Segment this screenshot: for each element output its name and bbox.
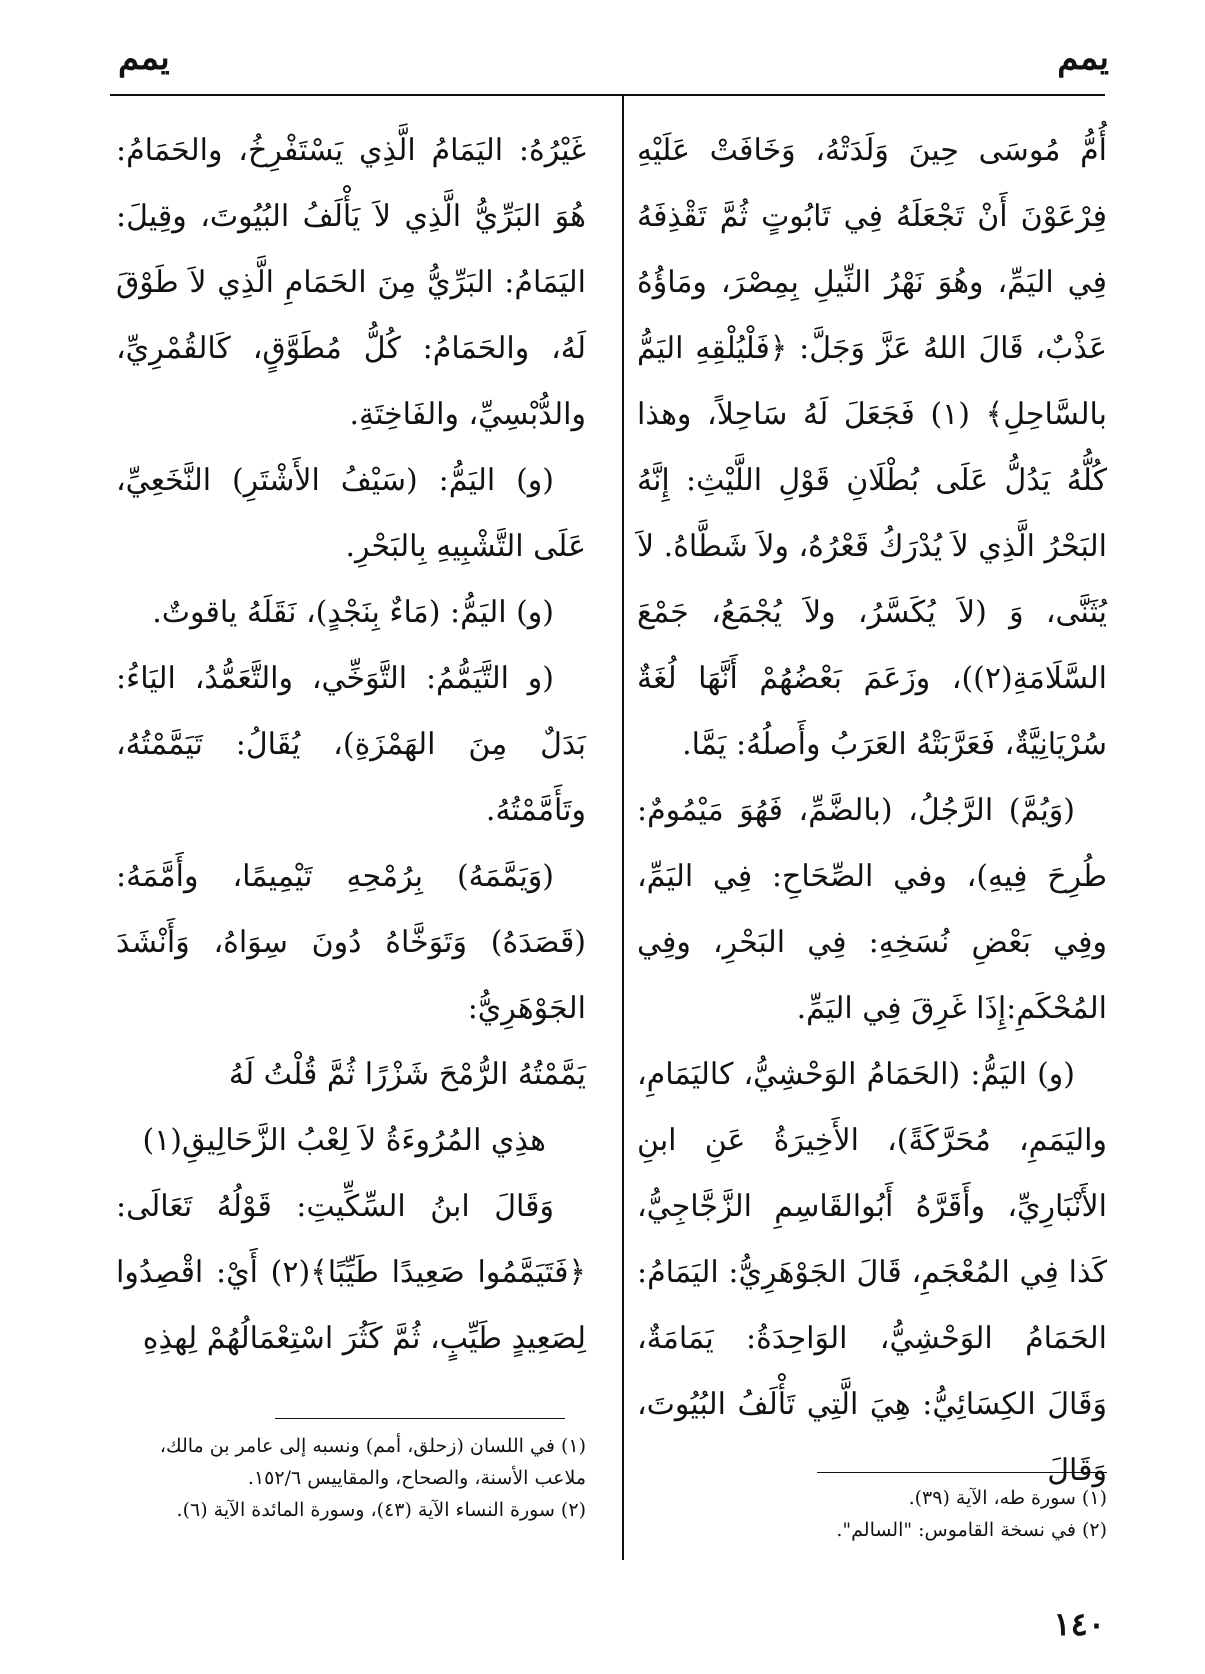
- footnote: (٢) سورة النساء الآية (٤٣)، وسورة المائدة الآية (٦).: [176, 1499, 586, 1521]
- right-column: [637, 118, 1107, 1504]
- paragraph: (و) اليَمُّ: (سَيْفُ الأَشْتَرِ) النَّخَعِيِّ، عَلَى التَّشْبِيهِ بِالبَحْرِ.: [116, 463, 586, 564]
- verse-line-1: يَمَّمْتُهُ الرُّمْحَ شَزْرًا ثُمَّ قُلْتُ لَهُ: [228, 1057, 586, 1092]
- paragraph: غَيْرُهُ: اليَمَامُ الَّذِي يَسْتَفْرِخُ، والحَمَامُ: هُوَ البَرِّيُّ الَّذِي لاَ يَأْلَفُ البُيُوتَ، وقِيلَ: اليَمَامُ: البَرِّيُّ مِنَ الحَمَامِ الَّذِي لاَ طَوْقَ لَهُ، والحَمَامُ: كُلُّ مُطَوَّقٍ، كَالقُمْرِيِّ، والدُّبْسِيِّ، والفَاخِتَةِ.: [116, 133, 586, 432]
- paragraph: أُمُّ مُوسَى حِينَ وَلَدَتْهُ، وَخَافَتْ عَلَيْهِ فِرْعَوْنَ أَنْ تَجْعَلَهُ فِي تَابُوتٍ ثُمَّ تَقْذِفَهُ فِي اليَمِّ، وهُوَ نَهْرُ النِّيلِ بِمِصْرَ، ومَاؤُهُ عَذْبٌ، قَالَ اللهُ عَزَّ وَجَلَّ: ﴿فَلْيُلْقِهِ اليَمُّ بالسَّاحِلِ﴾ (١) فَجَعَلَ لَهُ سَاحِلاً، وهذا كُلُّهُ يَدُلُّ عَلَى بُطْلَانِ قَوْلِ اللَّيْثِ: إِنَّهُ البَحْرُ الَّذِي لاَ يُدْرَكُ قَعْرُهُ، ولاَ شَطَّاهُ. لاَ يُثَنَّى، وَ (لاَ يُكَسَّرُ، ولاَ يُجْمَعُ، جَمْعَ السَّلَامَةِ(٢))، وزَعَمَ بَعْضُهُمْ أَنَّهَا لُغَةٌ سُرْيَانِيَّةٌ، فَعَرَّبَتْهُ العَرَبُ وأَصلُهُ: يَمَّا.: [637, 133, 1107, 762]
- footnote: (٢) في نسخة القاموس: "السالم".: [836, 1519, 1107, 1541]
- footnote-rule-left: [275, 1418, 565, 1419]
- header-rule: [110, 94, 1105, 96]
- paragraph: (وَيَمَّمَهُ) بِرُمْحِهِ تَيْمِيمًا، وأَمَّمَهُ: (قَصَدَهُ) وَتَوَخَّاهُ دُونَ سِوَاهُ، وَأَنْشَدَ الجَوْهَرِيُّ:: [116, 859, 586, 1026]
- verse-line-2: هذِي المُرُوءَةُ لاَ لِعْبُ الزَّحَالِيقِ(١): [142, 1123, 546, 1158]
- footnote: (١) في اللسان (زحلق، أمم) ونسبه إلى عامر بن مالك، ملاعب الأسنة، والصحاح، والمقاييس ١٥٢/٦.: [159, 1435, 586, 1489]
- footnote: (١) سورة طه، الآية (٣٩).: [908, 1487, 1107, 1509]
- left-column: [116, 118, 586, 1372]
- column-divider: [622, 94, 624, 1560]
- paragraph: (و التَّيَمُّمُ: التَّوَخِّي، والتَّعَمُّدُ، اليَاءُ: بَدَلٌ مِنَ الهَمْزَةِ)، يُقَالُ: تَيَمَّمْتُهُ، وتَأَمَّمْتُهُ.: [116, 661, 586, 828]
- footnotes-right: [637, 1482, 1107, 1546]
- footnote-rule-right: [817, 1472, 1107, 1473]
- paragraph: وَقَالَ ابنُ السِّكِّيتِ: قَوْلُهُ تَعَالَى: ﴿فَتَيَمَّمُوا صَعِيدًا طَيِّبًا﴾(٢) أَيْ: اقْصِدُوا لِصَعِيدٍ طَيِّبٍ، ثُمَّ كَثُرَ اسْتِعْمَالُهُمْ لِهذِهِ: [116, 1189, 586, 1356]
- footnotes-left: [116, 1430, 586, 1526]
- paragraph: (وَيُمَّ) الرَّجُلُ، (بالضَّمِّ، فَهُوَ مَيْمُومٌ: طُرِحَ فِيهِ)، وفي الصِّحَاحِ: فِي اليَمِّ، وفِي بَعْضِ نُسَخِهِ: فِي البَحْرِ، وفِي المُحْكَمِ:إِذَا غَرِقَ فِي اليَمِّ.: [637, 793, 1107, 1026]
- running-head-right: يمم: [1057, 38, 1109, 78]
- running-head-left: يمم: [118, 38, 170, 78]
- paragraph: (و) اليَمُّ: (الحَمَامُ الوَحْشِيُّ، كاليَمَامِ، واليَمَمِ، مُحَرَّكَةً)، الأَخِيرَةُ عَنِ ابنِ الأَنْبَارِيِّ، وأَقَرَّهُ أَبُوالقَاسِمِ الزَّجَّاجِيُّ، كَذا فِي المُعْجَمِ، قَالَ الجَوْهَرِيُّ: اليَمَامُ: الحَمَامُ الوَحْشِيُّ، الوَاحِدَةُ: يَمَامَةٌ، وَقَالَ الكِسَائِيُّ: هِيَ الَّتِي تَأْلَفُ البُيُوتَ، وَقَالَ: [637, 1057, 1107, 1488]
- page-number: ١٤٠: [1053, 1605, 1105, 1643]
- paragraph: (و) اليَمُّ: (مَاءٌ بِنَجْدٍ)، نَقَلَهُ ياقوتٌ.: [152, 595, 554, 630]
